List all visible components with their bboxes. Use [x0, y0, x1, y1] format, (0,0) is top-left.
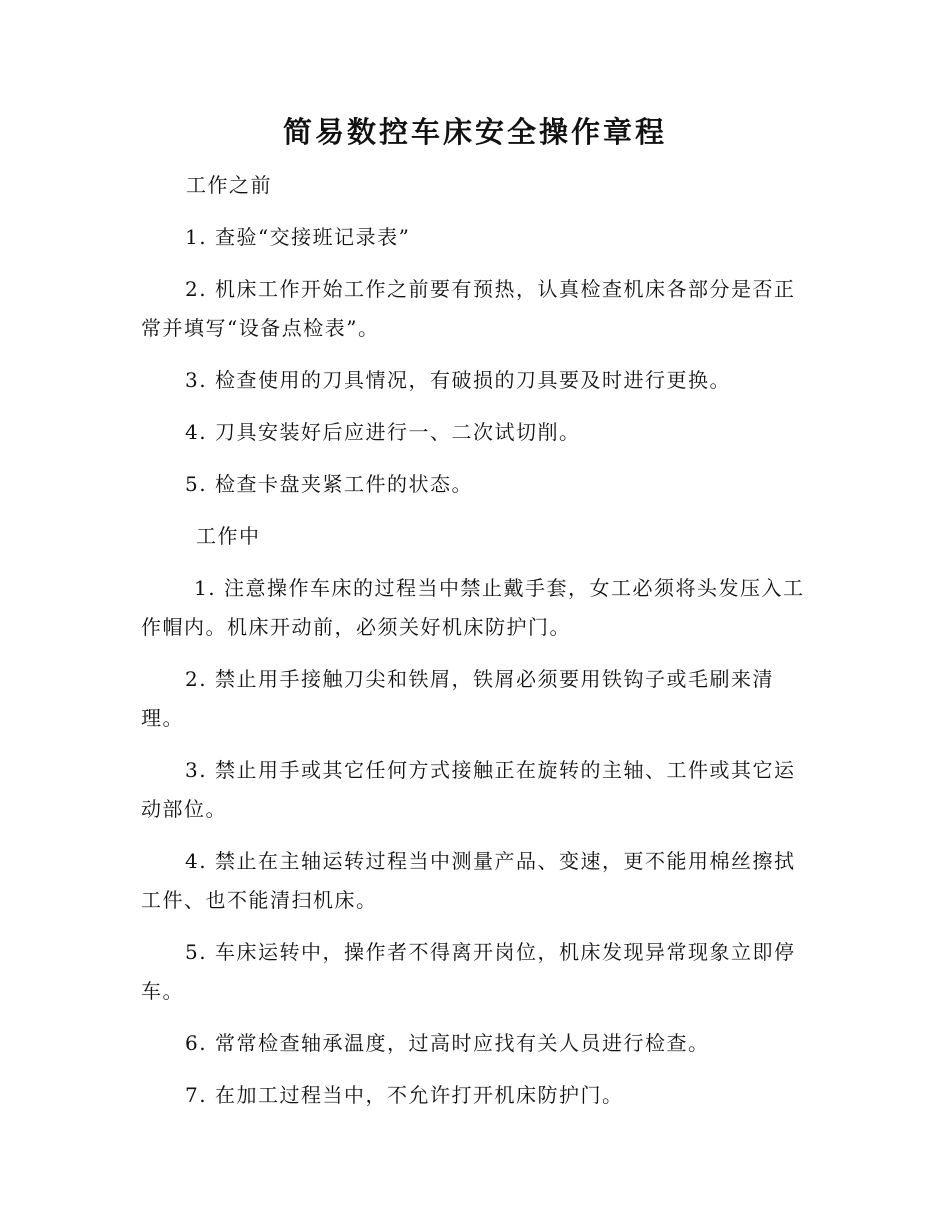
section-heading-during-work: 工作中: [196, 524, 261, 548]
list-item: 1. 注意操作车床的过程当中禁止戴手套，女工必须将头发压入工作帽内。机床开动前，必须关好机床防护门。: [141, 576, 805, 639]
document-body: [141, 166, 809, 1115]
list-item: 3. 禁止用手或其它任何方式接触正在旋转的主轴、工件或其它运动部位。: [141, 758, 796, 821]
list-item: 4. 刀具安装好后应进行一、二次试切削。: [185, 420, 581, 444]
list-item: 6. 常常检查轴承温度，过高时应找有关人员进行检查。: [185, 1031, 710, 1055]
document-title: 简易数控车床安全操作章程: [282, 115, 667, 149]
list-item: 5. 车床运转中，操作者不得离开岗位，机床发现异常现象立即停车。: [141, 940, 796, 1003]
section-heading-before-work: 工作之前: [186, 173, 272, 197]
list-item: 1. 查验“交接班记录表”: [185, 225, 411, 249]
list-item: 4. 禁止在主轴运转过程当中测量产品、变速，更不能用棉丝擦拭工件、也不能清扫机床。: [141, 849, 796, 912]
list-item: 5. 检查卡盘夹紧工件的状态。: [185, 472, 473, 496]
list-item: 2. 机床工作开始工作之前要有预热，认真检查机床各部分是否正常并填写“设备点检表”。: [141, 277, 796, 340]
list-item: 7. 在加工过程当中，不允许打开机床防护门。: [185, 1083, 624, 1107]
list-item: 3. 检查使用的刀具情况，有破损的刀具要及时进行更换。: [185, 368, 731, 392]
list-item: 2. 禁止用手接触刀尖和铁屑，铁屑必须要用铁钩子或毛刷来清理。: [141, 667, 774, 730]
